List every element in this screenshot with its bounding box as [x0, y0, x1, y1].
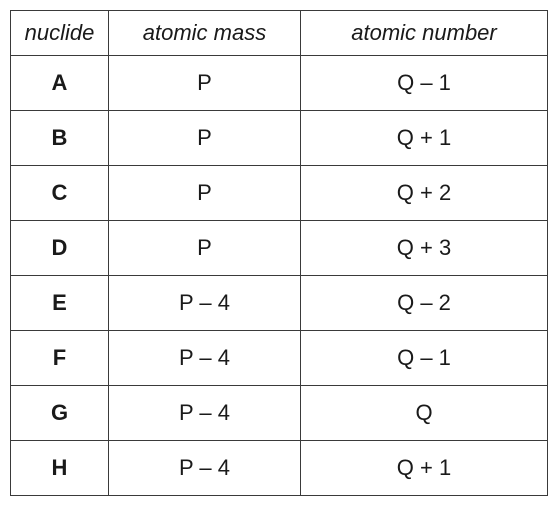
- atomic-number-cell: Q: [301, 386, 548, 441]
- nuclide-cell: G: [11, 386, 109, 441]
- header-atomic-mass: atomic mass: [109, 11, 301, 56]
- atomic-number-cell: Q + 1: [301, 441, 548, 496]
- atomic-number-cell: Q – 1: [301, 331, 548, 386]
- atomic-number-cell: Q + 2: [301, 166, 548, 221]
- nuclide-cell: B: [11, 111, 109, 166]
- table-row: [11, 221, 548, 276]
- table-row: [11, 441, 548, 496]
- nuclide-cell: C: [11, 166, 109, 221]
- table-row: [11, 111, 548, 166]
- nuclide-table: [10, 10, 548, 496]
- nuclide-cell: H: [11, 441, 109, 496]
- nuclide-cell: D: [11, 221, 109, 276]
- atomic-mass-cell: P – 4: [109, 441, 301, 496]
- nuclide-cell: A: [11, 56, 109, 111]
- atomic-number-cell: Q + 1: [301, 111, 548, 166]
- atomic-number-cell: Q – 1: [301, 56, 548, 111]
- nuclide-cell: E: [11, 276, 109, 331]
- atomic-mass-cell: P: [109, 221, 301, 276]
- nuclide-cell: F: [11, 331, 109, 386]
- atomic-mass-cell: P – 4: [109, 386, 301, 441]
- atomic-number-cell: Q + 3: [301, 221, 548, 276]
- header-atomic-number: atomic number: [301, 11, 548, 56]
- atomic-mass-cell: P – 4: [109, 331, 301, 386]
- atomic-mass-cell: P: [109, 166, 301, 221]
- header-row: [11, 11, 548, 56]
- atomic-number-cell: Q – 2: [301, 276, 548, 331]
- table-row: [11, 276, 548, 331]
- atomic-mass-cell: P: [109, 111, 301, 166]
- table-row: [11, 56, 548, 111]
- atomic-mass-cell: P: [109, 56, 301, 111]
- header-nuclide: nuclide: [11, 11, 109, 56]
- table-row: [11, 386, 548, 441]
- table-row: [11, 331, 548, 386]
- atomic-mass-cell: P – 4: [109, 276, 301, 331]
- table-row: [11, 166, 548, 221]
